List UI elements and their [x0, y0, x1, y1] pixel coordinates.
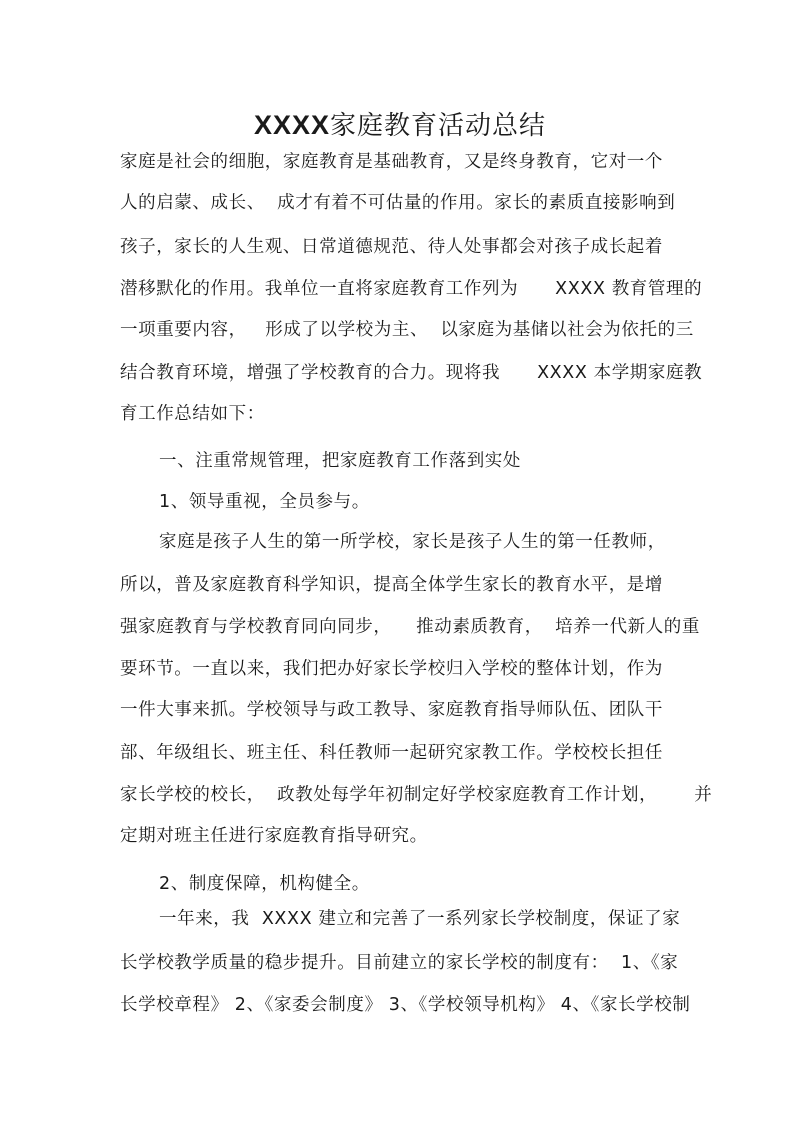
paragraph-line: 家长学校的校长， 政教处每学年初制定好学校家庭教育工作计划， 并 — [120, 785, 713, 805]
paragraph-line: 孩子，家长的人生观、日常道德规范、待人处事都会对孩子成长起着 — [120, 237, 663, 257]
paragraph-line: 育工作总结如下： — [120, 404, 265, 424]
paragraph-line: 结合教育环境，增强了学校教育的合力。现将我 XXXX 本学期家庭教 — [120, 363, 703, 383]
paragraph-line: 要环节。一直以来，我们把办好家长学校归入学校的整体计划，作为 — [120, 659, 663, 679]
subsection-heading: 2、制度保障，机构健全。 — [159, 874, 370, 894]
paragraph-line: 长学校教学质量的稳步提升。目前建立的家长学校的制度有： 1、《家 — [120, 953, 679, 973]
paragraph-line: 定期对班主任进行家庭教育指导研究。 — [120, 826, 428, 846]
paragraph-line: 一项重要内容， 形成了以学校为主、 以家庭为基储以社会为依托的三 — [120, 320, 694, 340]
paragraph-line: 长学校章程》 2、《家委会制度》 3、《学校领导机构》 4、《家长学校制 — [120, 995, 691, 1015]
paragraph-line: 一件大事来抓。学校领导与政工教导、家庭教育指导师队伍、团队干 — [120, 700, 663, 720]
paragraph-line: 家庭是孩子人生的第一所学校，家长是孩子人生的第一任教师， — [159, 532, 666, 552]
title-prefix: XXXX — [253, 110, 331, 140]
paragraph-line: 一年来，我 XXXX 建立和完善了一系列家长学校制度，保证了家 — [159, 909, 681, 929]
title-main: 家庭教育活动总结 — [330, 111, 547, 141]
paragraph-line: 强家庭教育与学校教育同向同步， 推动素质教育， 培养一代新人的重 — [120, 617, 700, 637]
paragraph-line: 部、年级组长、班主任、科任教师一起研究家教工作。学校校长担任 — [120, 743, 663, 763]
paragraph-line: 家庭是社会的细胞，家庭教育是基础教育，又是终身教育，它对一个 — [120, 152, 663, 172]
paragraph-line: 人的启蒙、成长、 成才有着不可估量的作用。家长的素质直接影响到 — [120, 193, 676, 213]
paragraph-line: 所以，普及家庭教育科学知识，提高全体学生家长的教育水平，是增 — [120, 575, 663, 595]
paragraph-line: 潜移默化的作用。我单位一直将家庭教育工作列为 XXXX 教育管理的 — [120, 279, 703, 299]
section-heading: 一、注重常规管理，把家庭教育工作落到实处 — [159, 451, 521, 471]
document-title — [0, 108, 800, 143]
subsection-heading: 1、领导重视，全员参与。 — [159, 492, 370, 512]
